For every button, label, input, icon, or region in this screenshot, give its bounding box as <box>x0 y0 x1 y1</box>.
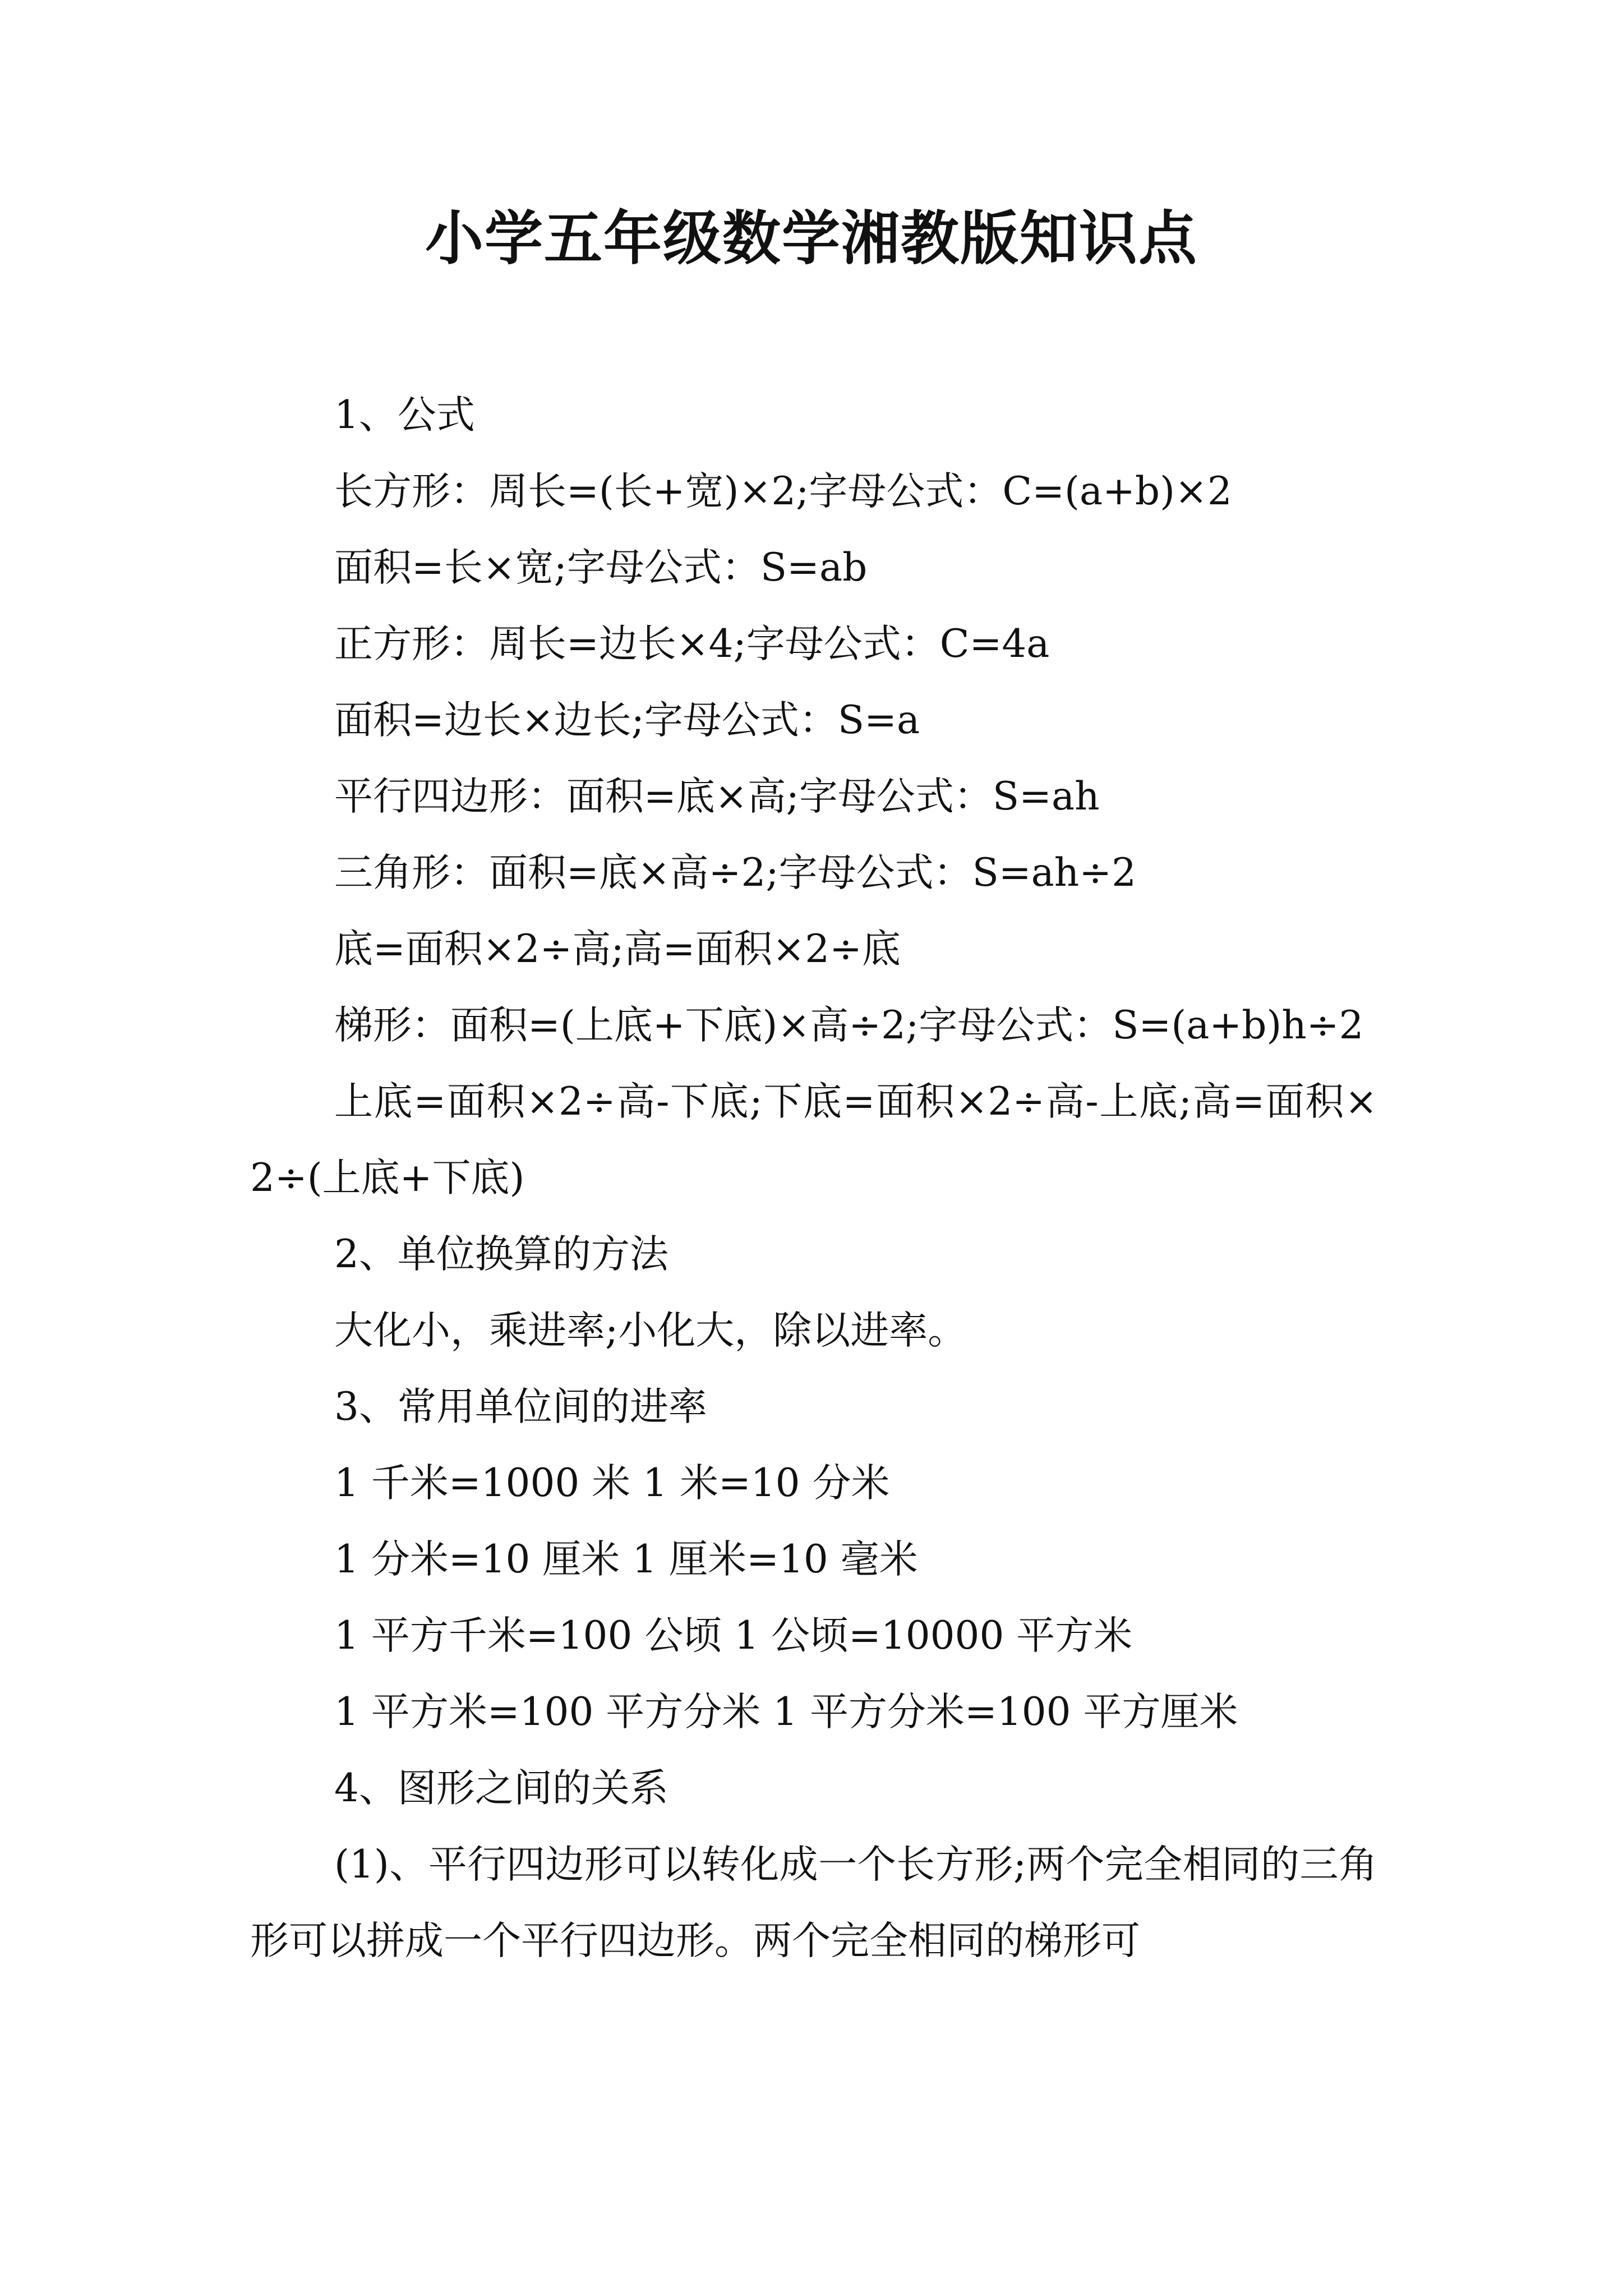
document-title: 小学五年级数学湘教版知识点 <box>425 204 1198 273</box>
text-paragraph: (1)、平行四边形可以转化成一个长方形;两个完全相同的三角形可以拼成一个平行四边形。两个完全相同的梯形可 <box>250 1842 1377 1963</box>
text-paragraph: 梯形：面积=(上底+下底)×高÷2;字母公式：S=(a+b)h÷2 <box>334 1003 1364 1048</box>
text-line: 正方形：周长=边长×4;字母公式：C=4a <box>334 622 1050 666</box>
section-heading-unit-rates: 3、常用单位间的进率 <box>334 1384 707 1429</box>
text-paragraph: 上底=面积×2÷高-下底;下底=面积×2÷高-上底;高=面积×2÷(上底+下底) <box>250 1079 1377 1200</box>
text-line: 1 千米=1000 米 1 米=10 分米 <box>334 1461 890 1506</box>
text-line: 底=面积×2÷高;高=面积×2÷底 <box>334 927 901 972</box>
section-heading-shape-relations: 4、图形之间的关系 <box>334 1766 668 1811</box>
section-heading-formulas: 1、公式 <box>334 393 475 438</box>
section-heading-unit-conversion: 2、单位换算的方法 <box>334 1232 668 1277</box>
text-line: 1 平方千米=100 公顷 1 公顷=10000 平方米 <box>334 1613 1133 1658</box>
text-line: 平行四边形：面积=底×高;字母公式：S=ah <box>334 774 1100 819</box>
text-line: 1 平方米=100 平方分米 1 平方分米=100 平方厘米 <box>334 1690 1238 1734</box>
text-line: 面积=边长×边长;字母公式：S=a <box>334 698 920 743</box>
text-line: 三角形：面积=底×高÷2;字母公式：S=ah÷2 <box>334 850 1136 895</box>
text-line: 长方形：周长=(长+宽)×2;字母公式：C=(a+b)×2 <box>334 469 1232 514</box>
text-line: 1 分米=10 厘米 1 厘米=10 毫米 <box>334 1537 918 1582</box>
text-line: 面积=长×宽;字母公式：S=ab <box>334 545 868 590</box>
text-line: 大化小，乘进率;小化大，除以进率。 <box>334 1308 967 1353</box>
document-body <box>250 377 1377 1979</box>
